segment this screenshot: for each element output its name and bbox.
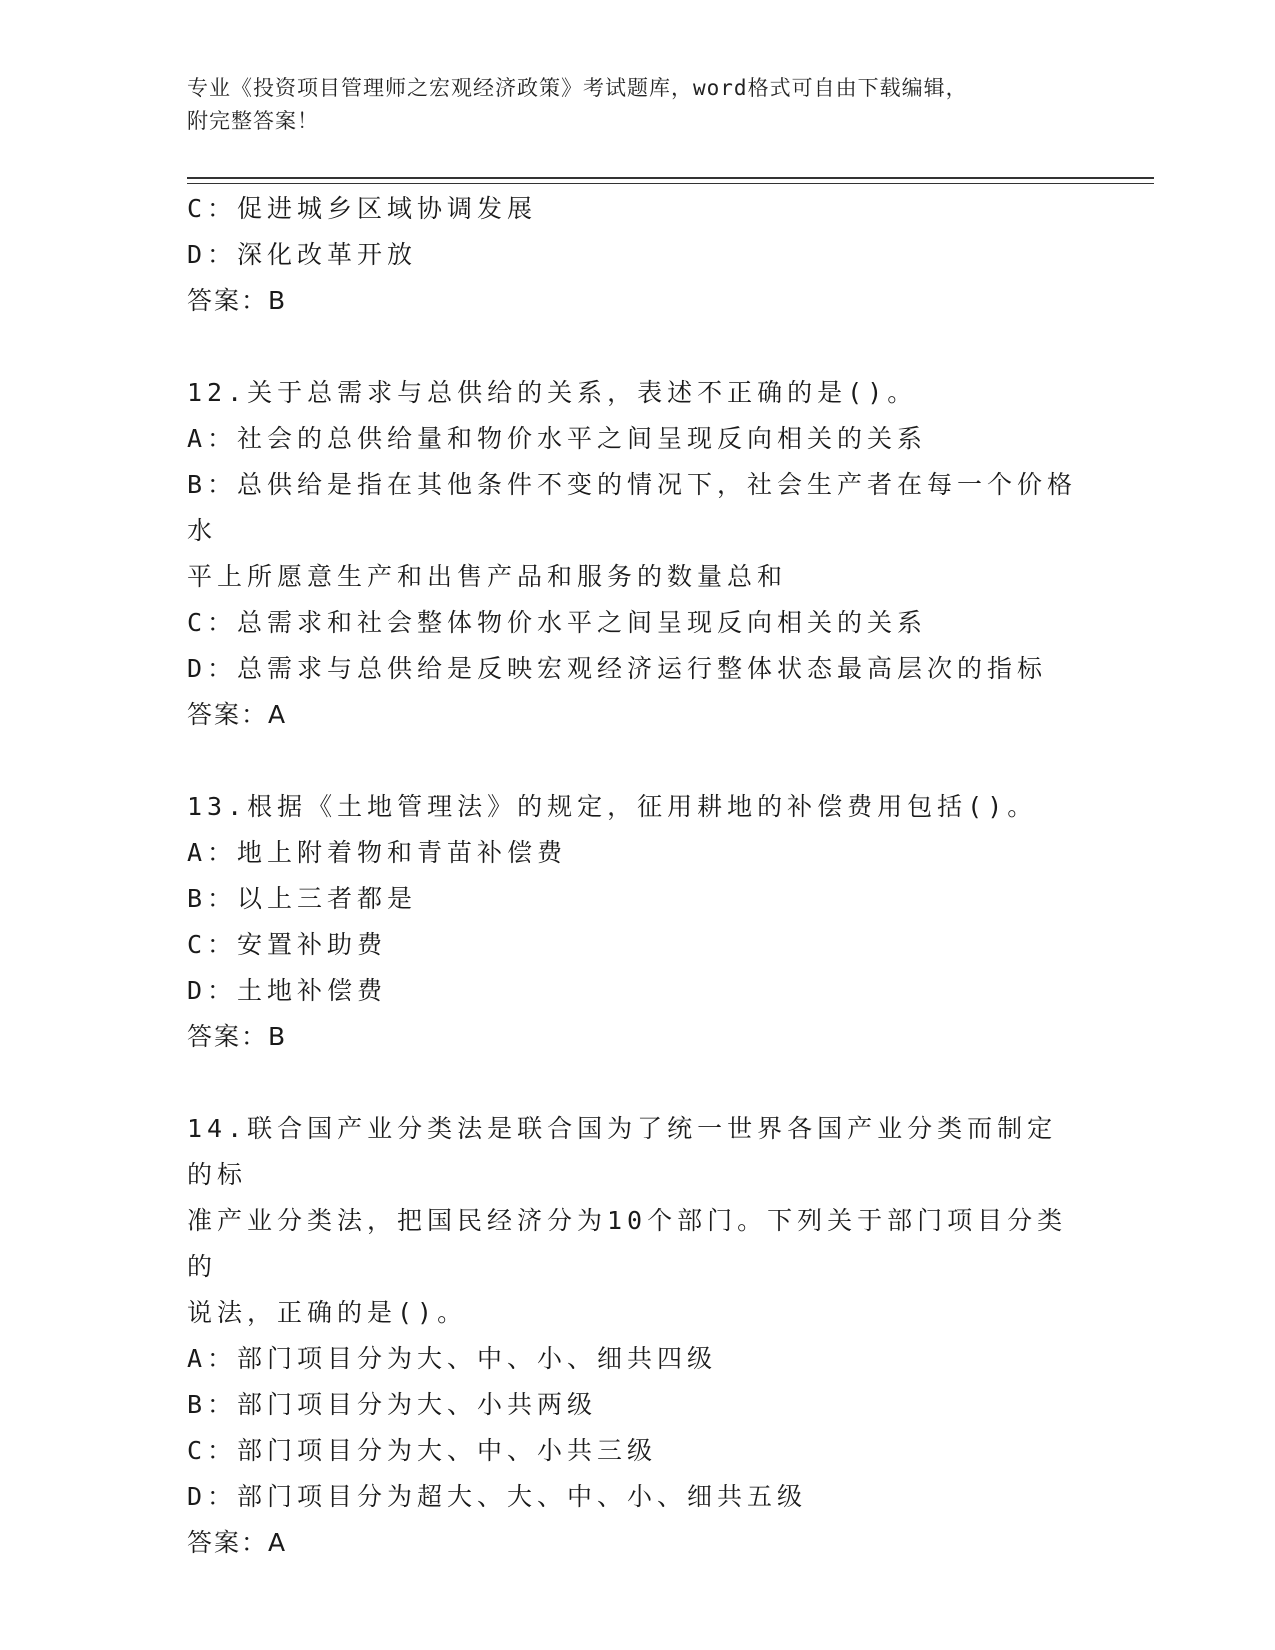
- continued-question-11: [187, 186, 1087, 324]
- question-stem: 13.根据《土地管理法》的规定，征用耕地的补偿费用包括()。: [187, 792, 1038, 821]
- question-14: [187, 1106, 1087, 1566]
- option-d: D：深化改革开放: [187, 240, 418, 269]
- question-12: [187, 370, 1087, 738]
- option-d: D：部门项目分为超大、大、中、小、细共五级: [187, 1482, 808, 1511]
- answer-line: 答案：A: [187, 1528, 288, 1557]
- option-a: A：社会的总供给量和物价水平之间呈现反向相关的关系: [187, 424, 928, 453]
- question-stem: 12.关于总需求与总供给的关系，表述不正确的是()。: [187, 378, 918, 407]
- header-divider-thick: [187, 177, 1154, 179]
- question-stem-continued: 说法，正确的是()。: [187, 1298, 468, 1327]
- option-b: B：总供给是指在其他条件不变的情况下，社会生产者在每一个价格水: [187, 470, 1078, 545]
- spacer: [187, 1060, 1087, 1106]
- option-d: D：总需求与总供给是反映宏观经济运行整体状态最高层次的指标: [187, 654, 1048, 683]
- header-line-1: 专业《投资项目管理师之宏观经济政策》考试题库，word格式可自由下载编辑，: [187, 76, 968, 100]
- spacer: [187, 738, 1087, 784]
- spacer: [187, 324, 1087, 370]
- header-divider-thin: [187, 183, 1154, 184]
- option-c: C：促进城乡区域协调发展: [187, 194, 538, 223]
- document-header: [187, 72, 1067, 138]
- answer-line: 答案：A: [187, 700, 288, 729]
- header-line-2: 附完整答案！: [187, 109, 319, 133]
- answer-line: 答案：B: [187, 1022, 288, 1051]
- question-stem-continued: 准产业分类法，把国民经济分为10个部门。下列关于部门项目分类的: [187, 1206, 1068, 1281]
- option-c: C：总需求和社会整体物价水平之间呈现反向相关的关系: [187, 608, 928, 637]
- option-a: A：部门项目分为大、中、小、细共四级: [187, 1344, 718, 1373]
- option-c: C：部门项目分为大、中、小共三级: [187, 1436, 658, 1465]
- option-b-continued: 平上所愿意生产和出售产品和服务的数量总和: [187, 562, 788, 591]
- question-13: [187, 784, 1087, 1060]
- option-b: B：以上三者都是: [187, 884, 418, 913]
- answer-line: 答案：B: [187, 286, 288, 315]
- option-b: B：部门项目分为大、小共两级: [187, 1390, 598, 1419]
- option-d: D：土地补偿费: [187, 976, 388, 1005]
- question-stem: 14.联合国产业分类法是联合国为了统一世界各国产业分类而制定的标: [187, 1114, 1058, 1189]
- question-content: [187, 186, 1087, 1566]
- option-c: C：安置补助费: [187, 930, 388, 959]
- option-a: A：地上附着物和青苗补偿费: [187, 838, 568, 867]
